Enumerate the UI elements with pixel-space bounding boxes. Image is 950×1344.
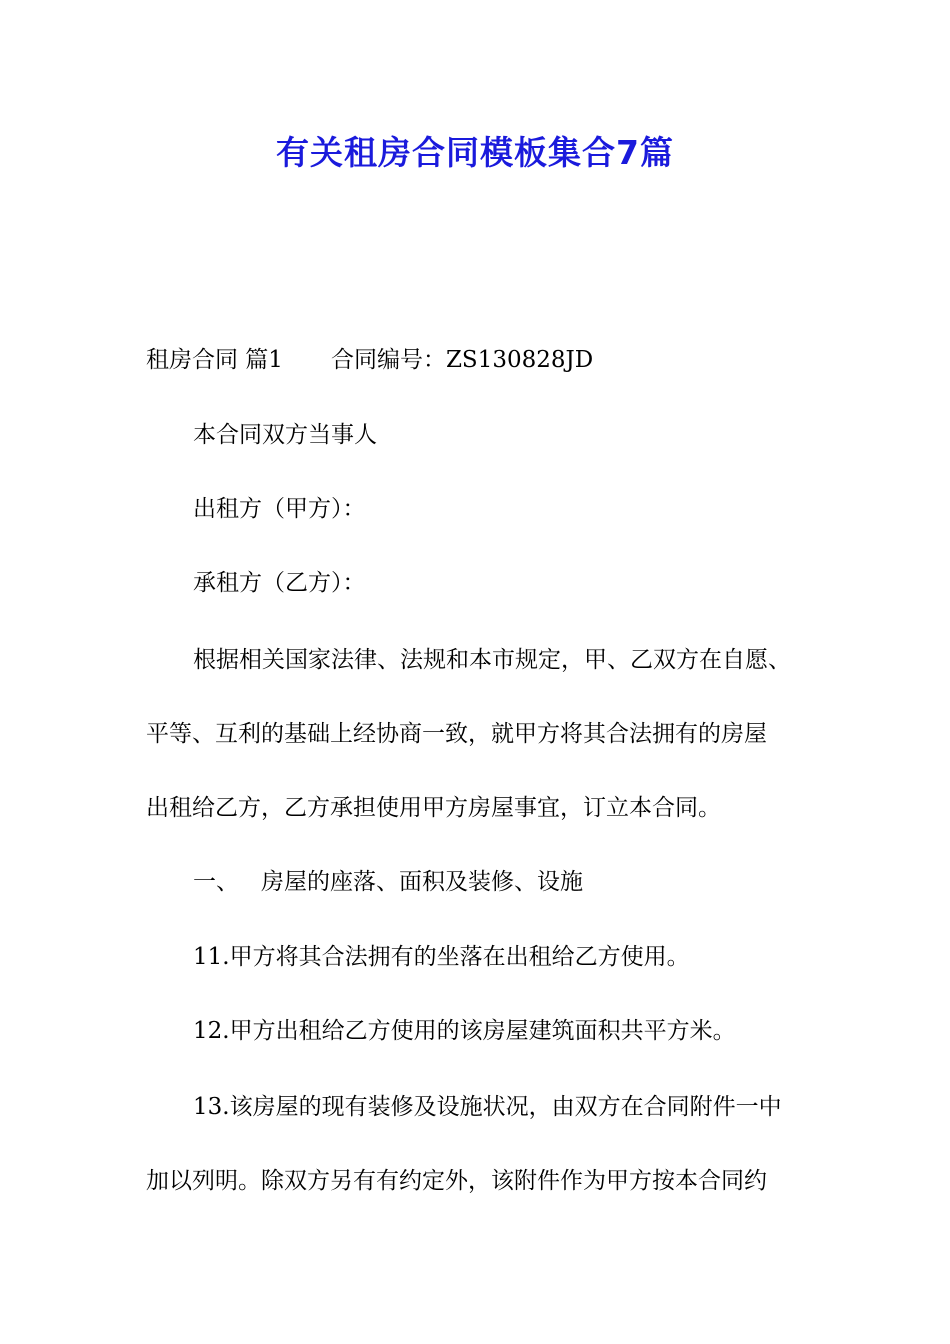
section-heading	[193, 865, 583, 899]
preamble-line: 平等、互利的基础上经协商一致，就甲方将其合法拥有的房屋	[146, 721, 767, 747]
document-title: 有关租房合同模板集合7篇	[276, 133, 674, 172]
contract-number: 合同编号：ZS130828JD	[330, 347, 594, 373]
preamble-line: 根据相关国家法律、法规和本市规定，甲、乙双方在自愿、	[193, 647, 791, 673]
continuation-line: 加以列明。除双方另有有约定外，该附件作为甲方按本合同约	[146, 1168, 767, 1194]
section-label: 租房合同 篇1	[146, 347, 283, 373]
parties-intro: 本合同双方当事人	[193, 422, 377, 448]
header-line	[146, 343, 593, 377]
clause-line: 12.甲方出租给乙方使用的该房屋建筑面积共平方米。	[193, 1018, 736, 1044]
section-title: 房屋的座落、面积及装修、设施	[261, 869, 583, 895]
clause-line: 13.该房屋的现有装修及设施状况，由双方在合同附件一中	[193, 1094, 782, 1120]
lessor-field: 出租方（甲方）：	[193, 496, 366, 522]
lessee-field: 承租方（乙方）：	[193, 570, 366, 596]
section-number: 一、	[193, 869, 239, 895]
clause-line: 11.甲方将其合法拥有的坐落在出租给乙方使用。	[193, 944, 690, 970]
preamble-line: 出租给乙方，乙方承担使用甲方房屋事宜，订立本合同。	[146, 795, 721, 821]
